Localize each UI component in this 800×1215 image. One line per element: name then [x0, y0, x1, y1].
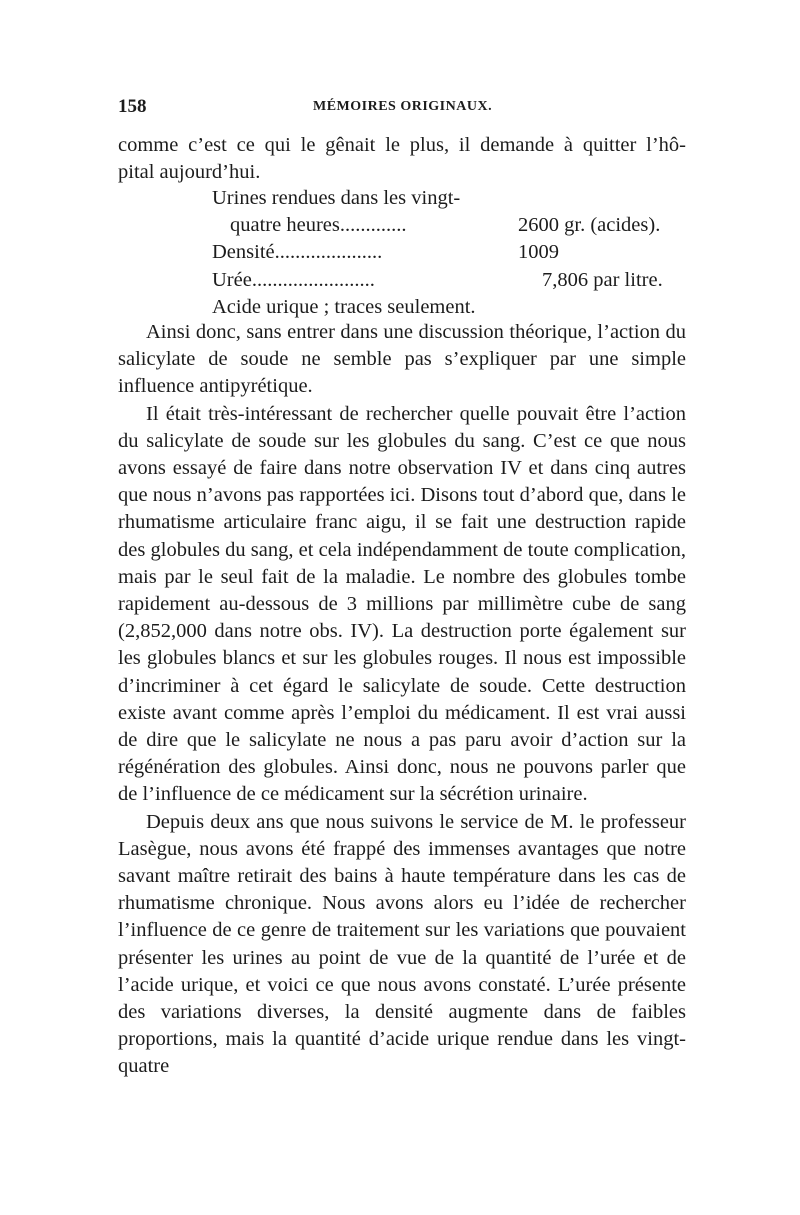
urines-label-line-1: Urines rendues dans les vingt-: [212, 187, 461, 209]
running-head: MÉMOIRES ORIGINAUX.: [313, 99, 493, 114]
intro-line-2: pital aujourd’hui.: [118, 161, 261, 184]
page-header: [118, 96, 688, 120]
urines-label-line-2: quatre heures.............: [230, 214, 407, 237]
uree-row: [212, 267, 690, 294]
intro-line-1: comme c’est ce qui le gênait le plus, il demande à quitter l’hô-: [118, 134, 686, 156]
urines-row-1: [212, 185, 690, 212]
paragraph-3: Depuis deux ans que nous suivons le service de M. le professeur Lasègue, nous avons été frappé des immenses avantages que notre savant maître retirait des bains à haute température dans les cas de rhumatisme chronique. Nous avons alors eu l’idée de rechercher l’influence de ce genre de traitement sur les variations que pouvaient présenter les urines au point de vue de la quantité de l’urée et de l’acide urique, et voici ce que nous avons constaté. L’urée présente des variations diverses, la densité augmente dans de faibles proportions, mais la quantité d’acide urique rendue dans les vingt-quatre: [118, 810, 686, 1078]
acide-urique-row: [212, 294, 690, 321]
densite-row: [212, 239, 690, 266]
urines-value: 2600 gr. (acides).: [518, 214, 661, 237]
uree-label: Urée........................: [212, 268, 375, 291]
densite-value: 1009: [518, 241, 559, 264]
paragraph-2: Il était très-intéressant de rechercher quelle pouvait être l’action du salicylate de soude sur les globules du sang. C’est ce que nous avons essayé de faire dans notre observation IV et dans cinq autres que nous n’avons pas rapportées ici. Disons tout d’abord que, dans le rhumatisme articulaire franc aigu, il se fait une destruction rapide des globules du sang, et cela indépendamment de toute complication, mais par le seul fait de la maladie. Le nombre des globules tombe rapidement au-dessous de 3 millions par millimètre cube de sang (2,852,000 dans notre obs. IV). La destruction porte également sur les globules blancs et sur les globules rouges. Il nous est impossible d’incriminer à cet égard le salicylate de soude. Cette destruction existe avant comme après l’emploi du médicament. Il est vrai aussi de dire que le salicylate ne nous a pas paru avoir d’action sur la régénération des globules. Ainsi donc, nous ne pouvons parler que de l’influence de ce médicament sur la sécrétion urinaire.: [118, 402, 686, 806]
page-number: 158: [118, 96, 147, 117]
urine-analysis-table: [212, 185, 690, 321]
main-text: [118, 319, 686, 1081]
densite-label: Densité.....................: [212, 241, 383, 264]
urines-row-2: [212, 212, 690, 239]
uree-value: 7,806 par litre.: [542, 268, 663, 291]
paragraph-1: Ainsi donc, sans entrer dans une discussion théorique, l’action du salicylate de soude ne semble pas s’expliquer par une simple influence antipyrétique.: [118, 321, 686, 398]
intro-text: [118, 132, 686, 186]
acide-urique-label: Acide urique ; traces seulement.: [212, 295, 476, 318]
